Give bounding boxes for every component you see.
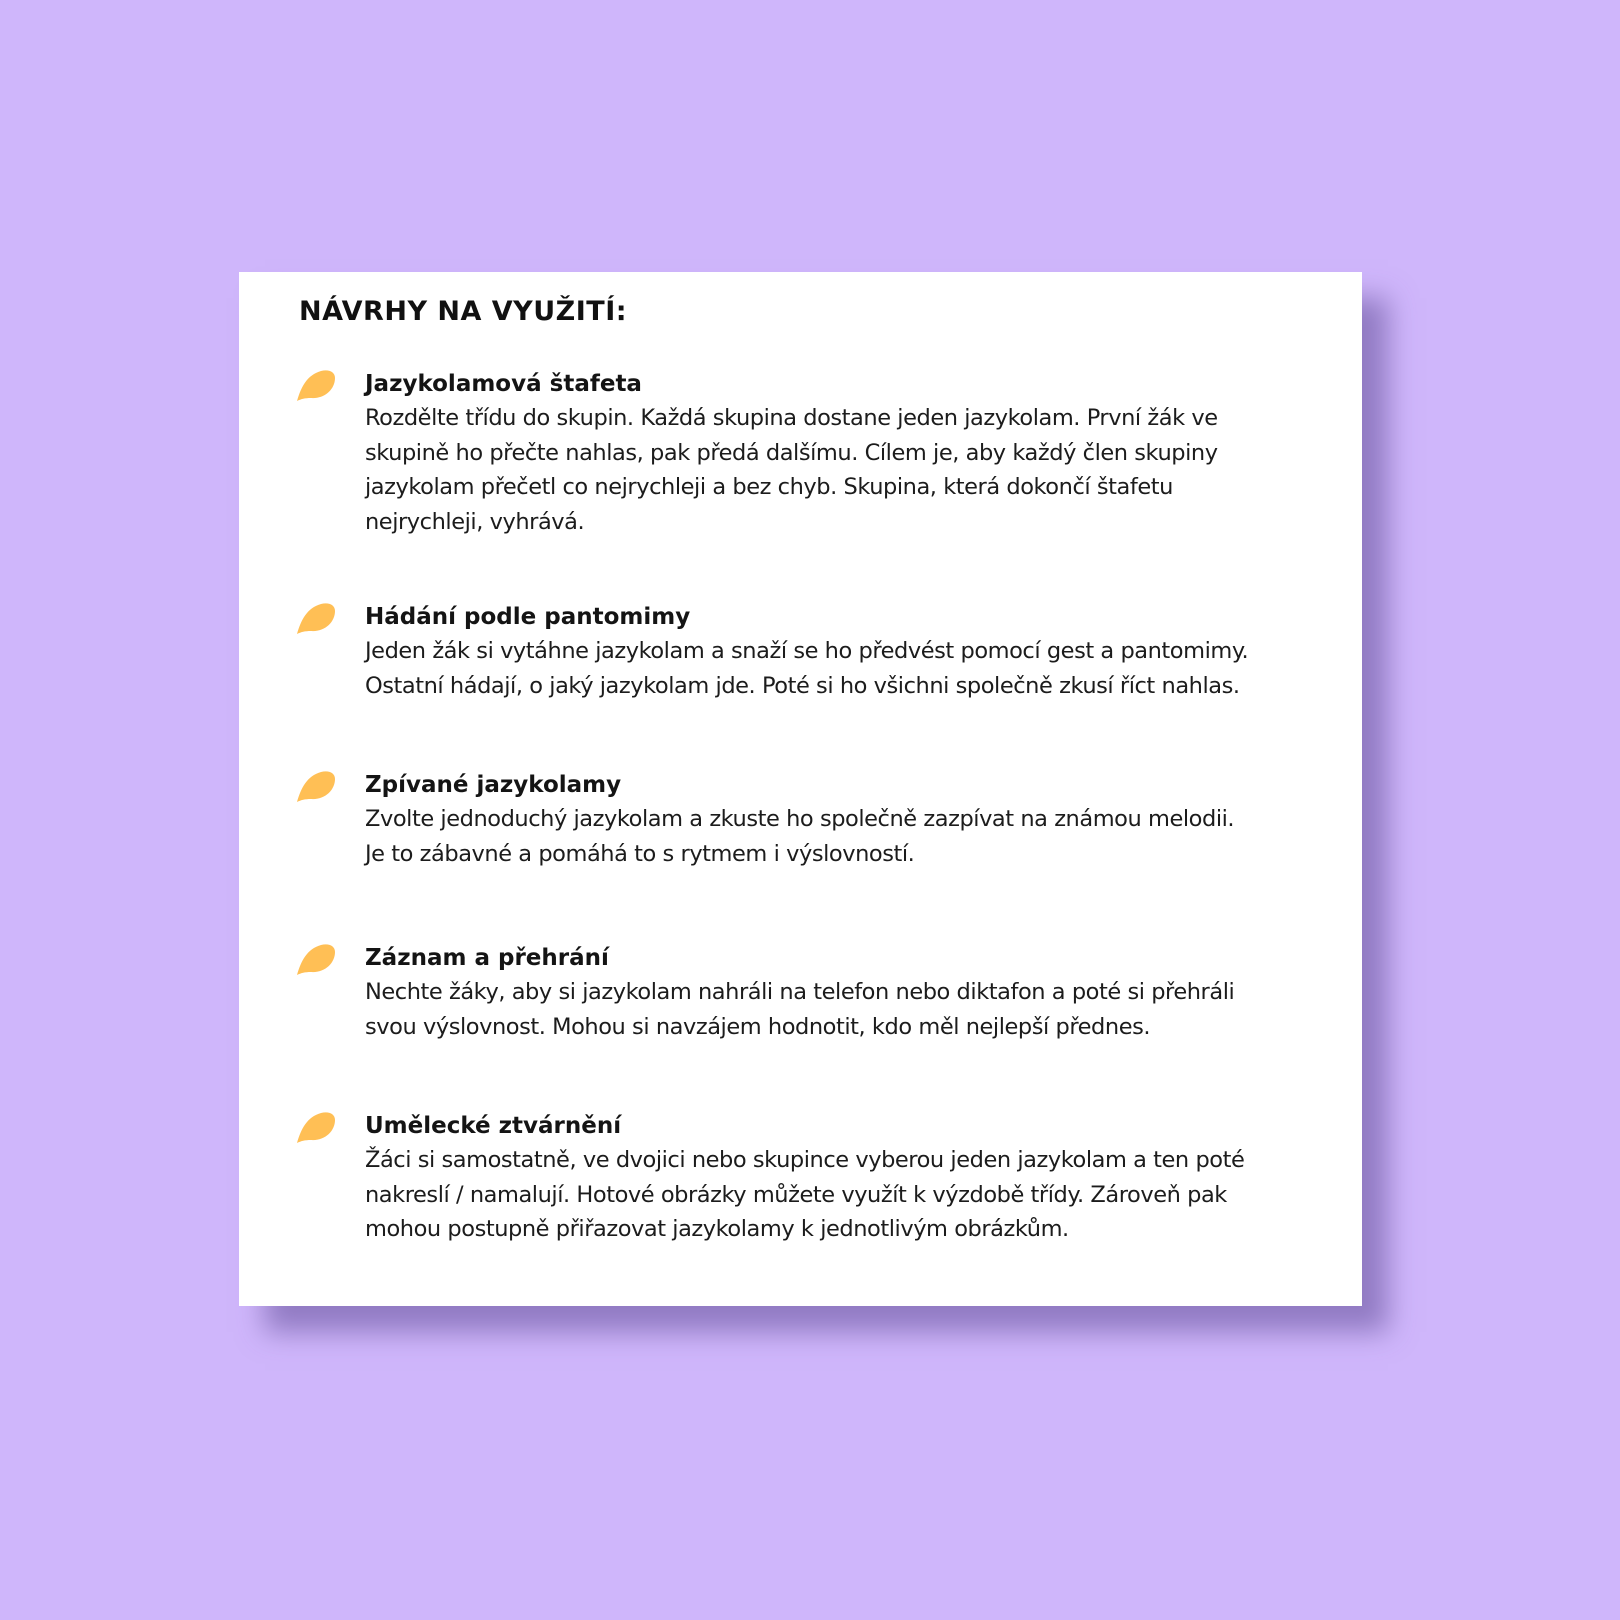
leaf-icon (295, 768, 337, 804)
item-description (365, 802, 1365, 871)
description-line: nakreslí / namalují. Hotové obrázky můžete využít k výzdobě třídy. Zároveň pak (365, 1181, 1227, 1208)
description-line: Zvolte jednoduchý jazykolam a zkuste ho společně zazpívat na známou melodii. (365, 806, 1235, 832)
item-title: Umělecké ztvárnění (365, 1113, 622, 1139)
description-line: svou výslovnost. Mohou si navzájem hodnotit, kdo měl nejlepší přednes. (365, 1013, 1151, 1040)
item-title: Jazykolamová štafeta (365, 371, 642, 397)
item-title: Hádání podle pantomimy (365, 604, 691, 630)
leaf-icon (295, 367, 337, 403)
item-title: Záznam a přehrání (365, 945, 609, 971)
description-line: Rozdělte třídu do skupin. Každá skupina dostane jeden jazykolam. První žák ve (365, 405, 1218, 431)
item-description (365, 634, 1365, 703)
description-line: jazykolam přečetl co nejrychleji a bez chyb. Skupina, která dokončí štafetu (365, 474, 1173, 500)
description-line: Jeden žák si vytáhne jazykolam a snaží se ho předvést pomocí gest a pantomimy. (365, 638, 1249, 664)
item-description (365, 1143, 1365, 1247)
item-description (365, 401, 1365, 539)
description-line: Je to zábavné a pomáhá to s rytmem i výslovností. (365, 840, 915, 867)
description-line: Nechte žáky, aby si jazykolam nahráli na telefon nebo diktafon a poté si přehráli (365, 979, 1235, 1005)
description-line: nejrychleji, vyhrává. (365, 508, 585, 535)
description-line: Ostatní hádají, o jaký jazykolam jde. Poté si ho všichni společně zkusí říct nahlas. (365, 672, 1240, 699)
leaf-icon (295, 600, 337, 636)
description-line: skupině ho přečte nahlas, pak předá dalšímu. Cílem je, aby každý člen skupiny (365, 439, 1218, 466)
description-line: mohou postupně přiřazovat jazykolamy k jednotlivým obrázkům. (365, 1216, 1069, 1242)
leaf-icon (295, 1109, 337, 1145)
item-description (365, 975, 1365, 1044)
suggestions-card (239, 272, 1362, 1306)
card-heading: NÁVRHY NA VYUŽITÍ: (299, 296, 628, 327)
item-title: Zpívané jazykolamy (365, 772, 622, 798)
leaf-icon (295, 941, 337, 977)
description-line: Žáci si samostatně, ve dvojici nebo skupince vyberou jeden jazykolam a ten poté (365, 1147, 1245, 1173)
